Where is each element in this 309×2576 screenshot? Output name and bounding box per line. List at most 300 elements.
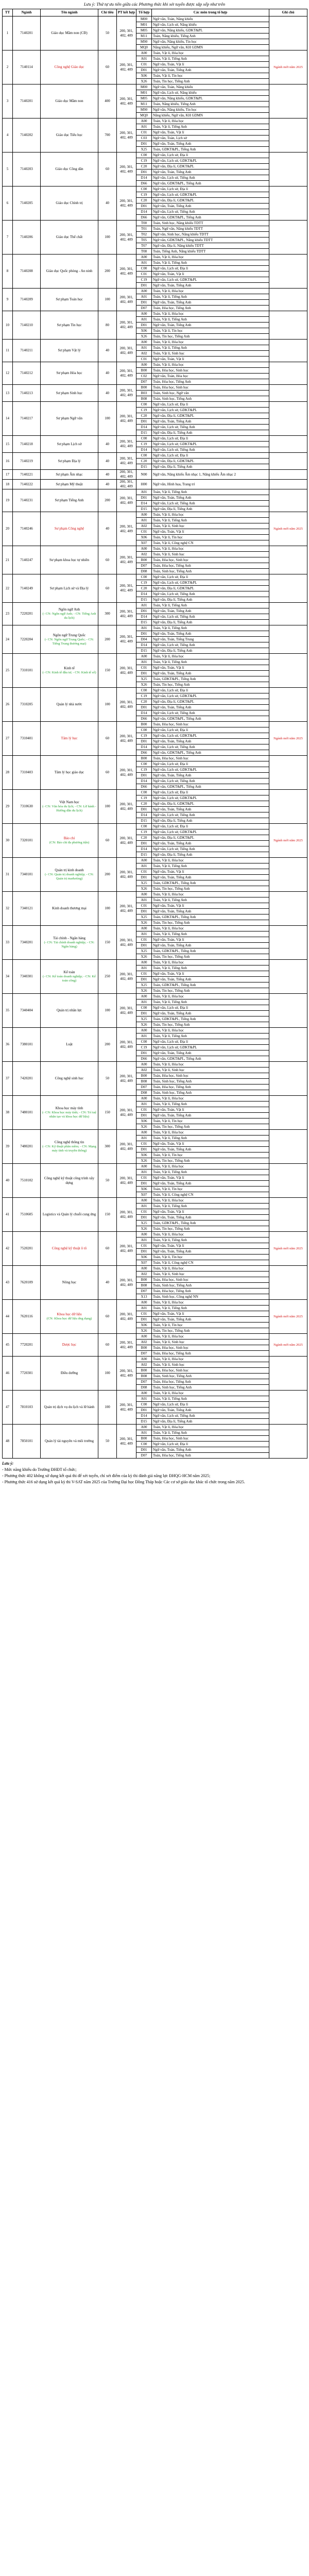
combo-code: D66 <box>136 1056 152 1062</box>
combo-code: D07 <box>136 1351 152 1357</box>
row-methods: 200, 301, 402, 409 <box>117 362 136 385</box>
combo-code: C00 <box>136 266 152 272</box>
row-methods: 200, 301, 402, 409 <box>117 1232 136 1266</box>
combo-subjects: Toán, Hóa học, Sinh học <box>152 1368 269 1374</box>
row-code: 7310205 <box>13 688 41 722</box>
row-tt: 9 <box>3 289 13 311</box>
combo-code: C19 <box>136 408 152 413</box>
combo-subjects: Toán, Vật lí, Hóa học <box>152 1096 269 1101</box>
combo-subjects: Toán, Hóa học, Sinh học <box>152 1436 269 1442</box>
combo-code: C01 <box>136 529 152 535</box>
combo-code: X25 <box>136 948 152 954</box>
row-name <box>41 960 98 994</box>
combo-subjects: Toán, Vật lí, Tin học <box>152 1187 269 1192</box>
combo-subjects: Toán, Vật lí, Tin học <box>152 1323 269 1328</box>
combo-subjects: Ngữ văn, Lịch sử, Địa lí <box>152 187 269 192</box>
row-methods: 200, 301, 402, 409 <box>117 289 136 311</box>
row-note <box>269 688 307 722</box>
combo-subjects: Toán, Vật lí, Hóa học <box>152 892 269 897</box>
combo-code: C20 <box>136 699 152 705</box>
combo-code: A02 <box>136 1272 152 1277</box>
major-name: Công nghệ sinh học <box>55 1076 84 1080</box>
table-row <box>3 1232 307 1238</box>
row-code: 7140212 <box>13 362 41 385</box>
row-tt: 43 <box>3 1266 13 1300</box>
row-quota: 40 <box>98 512 117 546</box>
combo-subjects: Ngữ văn, Toán, Tiếng Anh <box>152 1249 269 1255</box>
combo-code: A00 <box>136 1300 152 1306</box>
row-code: 7140206 <box>13 221 41 255</box>
major-name: Công nghệ thông tin <box>54 1140 84 1144</box>
major-name: Công nghệ kỹ thuật ô tô <box>52 1246 87 1250</box>
combo-subjects: Toán, Vật lí, Tiếng Anh <box>152 518 269 523</box>
combo-code: D15 <box>136 818 152 824</box>
row-quota: 50 <box>98 1164 117 1198</box>
major-name: Việt Nam học <box>59 800 79 804</box>
row-code: 7220204 <box>13 625 41 654</box>
row-code: 7420201 <box>13 1062 41 1096</box>
combo-subjects: Ngữ văn, Toán, Tiếng Anh <box>152 1215 269 1221</box>
combo-subjects: Ngữ văn, Lịch sử, Địa lí <box>152 436 269 442</box>
combo-subjects: Toán, Sinh học, Tiếng Anh <box>152 1385 269 1391</box>
row-code: 7720301 <box>13 1357 41 1391</box>
row-note <box>269 470 307 480</box>
row-methods: 200, 301, 402, 409 <box>117 824 136 858</box>
header-methods: PT kết hợp <box>117 9 136 16</box>
row-tt: 45 <box>3 1334 13 1357</box>
row-name <box>41 1266 98 1300</box>
combo-subjects: Toán, Vật lí, Tiếng Anh <box>152 1033 269 1039</box>
combo-code: C01 <box>136 130 152 135</box>
major-name: Công nghệ kỹ thuật công trình xây dựng <box>44 1176 95 1185</box>
major-name: Tài chính - Ngân hàng <box>53 936 85 940</box>
combo-code: B00 <box>136 1436 152 1442</box>
combo-subjects: Toán, Vật lí, Tiếng Anh <box>152 1306 269 1311</box>
row-name <box>41 790 98 824</box>
combo-code: A01 <box>136 659 152 665</box>
row-quota: 40 <box>98 187 117 221</box>
combo-code: A00 <box>136 994 152 999</box>
major-name: Ngôn ngữ Trung Quốc <box>53 633 86 637</box>
row-quota: 300 <box>98 1130 117 1164</box>
row-quota: 100 <box>98 1391 117 1425</box>
combo-code: D14 <box>136 447 152 453</box>
row-tt: 18 <box>3 480 13 489</box>
combo-code: X06 <box>136 1323 152 1328</box>
table-row <box>3 187 307 192</box>
row-name <box>41 385 98 402</box>
combo-code: C19 <box>136 795 152 801</box>
combo-code: C20 <box>136 413 152 419</box>
row-methods: 200, 301, 402, 409 <box>117 480 136 489</box>
combo-code: A01 <box>136 863 152 869</box>
row-name <box>41 311 98 340</box>
combo-code: C00 <box>136 152 152 158</box>
row-note <box>269 187 307 221</box>
combo-code: X25 <box>136 1016 152 1022</box>
combo-code: D66 <box>136 181 152 187</box>
combo-code: C00 <box>136 688 152 693</box>
combo-code: X26 <box>136 1226 152 1232</box>
combo-subjects: Ngữ văn, Toán, Tiếng Anh <box>152 283 269 289</box>
combo-subjects: Toán, GDKT&PL, Tiếng Anh <box>152 1221 269 1226</box>
combo-subjects: Ngữ văn, Địa lí, GDKT&PL <box>152 459 269 464</box>
combo-code: A00 <box>136 960 152 965</box>
combo-subjects: Toán, Vật lí, Tiếng Anh <box>152 1238 269 1243</box>
combo-subjects: Ngữ văn, Địa lí, Tiếng Anh <box>152 506 269 512</box>
combo-subjects: Toán, GDKT&PL, Tiếng Anh <box>152 914 269 920</box>
row-methods: 200, 301, 402, 409 <box>117 50 136 84</box>
combo-code: A00 <box>136 311 152 317</box>
combo-subjects: Ngữ văn, Toán, Tiếng Anh <box>152 841 269 846</box>
row-code: 7310101 <box>13 654 41 688</box>
combo-code: A00 <box>136 926 152 931</box>
major-name: Sư phạm Sinh học <box>56 391 83 395</box>
table-row <box>3 16 307 22</box>
combo-code: C00 <box>136 1402 152 1408</box>
combo-code: C01 <box>136 1141 152 1147</box>
combo-code: C00 <box>136 824 152 829</box>
combo-code: D66 <box>136 215 152 221</box>
row-tt: 11 <box>3 340 13 362</box>
combo-code: D15 <box>136 1419 152 1425</box>
combo-subjects: Toán, Vật lí, Tiếng Anh <box>152 124 269 130</box>
combo-code: B00 <box>136 1073 152 1079</box>
combo-code: C01 <box>136 62 152 67</box>
combo-code: D07 <box>136 563 152 569</box>
major-name: Giáo dục Tiểu học <box>56 133 83 137</box>
combo-code: D01 <box>136 1447 152 1453</box>
combo-code: C19 <box>136 192 152 198</box>
combo-subjects: Toán, Sinh học, Tiếng Anh <box>152 1283 269 1289</box>
table-row <box>3 436 307 442</box>
combo-subjects: Ngữ văn, Toán, Vật lí <box>152 62 269 67</box>
row-name <box>41 688 98 722</box>
row-code: 7140247 <box>13 546 41 574</box>
row-name <box>41 187 98 221</box>
combo-code: A00 <box>136 1266 152 1272</box>
combo-subjects: Toán, Vật lí, Hóa học <box>152 1028 269 1033</box>
row-methods: 200, 301, 402, 409 <box>117 654 136 688</box>
combo-code: D01 <box>136 841 152 846</box>
row-name <box>41 1334 98 1357</box>
combo-code: C01 <box>136 665 152 671</box>
combo-subjects: Ngữ văn, Toán, Tiếng Anh <box>152 141 269 147</box>
row-tt: 33 <box>3 926 13 960</box>
combo-code: X06 <box>136 1153 152 1158</box>
combo-subjects: Toán, Hóa học, Sinh học <box>152 756 269 761</box>
combo-code: A00 <box>136 118 152 124</box>
row-tt: 16 <box>3 453 13 470</box>
combo-subjects: Toán, Hóa học, Sinh học <box>152 722 269 727</box>
combo-subjects: Ngữ văn, Toán, Tiếng Anh <box>152 631 269 637</box>
combo-code: A00 <box>136 892 152 897</box>
combo-code: D15 <box>136 852 152 858</box>
row-name <box>41 603 98 625</box>
row-note <box>269 1357 307 1391</box>
row-name <box>41 892 98 926</box>
combo-subjects: Toán, Hóa học, Tiếng Anh <box>152 1289 269 1294</box>
combo-subjects: Ngữ văn, Năng khiếu, Tin học <box>152 107 269 113</box>
row-code: 7510605 <box>13 1198 41 1232</box>
combo-subjects: Ngữ văn, Toán, Tiếng Anh <box>152 1050 269 1056</box>
table-row <box>3 858 307 863</box>
combo-code: A01 <box>136 489 152 495</box>
row-name <box>41 654 98 688</box>
combo-subjects: Toán, Sinh học, Tiếng Anh <box>152 396 269 402</box>
combo-subjects: Toán, Sinh học, Tiếng Anh <box>152 1374 269 1379</box>
row-code: 7140217 <box>13 402 41 436</box>
combo-code: D01 <box>136 631 152 637</box>
combo-subjects: Toán, Vật lí, Sinh học <box>152 351 269 357</box>
row-methods: 200, 301, 402, 409 <box>117 340 136 362</box>
combo-subjects: Ngữ văn, Toán, Vật lí <box>152 937 269 943</box>
combo-subjects: Ngữ văn, Lịch sử, GDKT&PL <box>152 829 269 835</box>
combo-subjects: Ngữ văn, Lịch sử, Tiếng Anh <box>152 614 269 620</box>
combo-subjects: Ngữ văn, Toán, Tiếng Anh <box>152 739 269 744</box>
combo-code: T07 <box>136 243 152 249</box>
combo-subjects: Ngữ văn, Toán, Tiếng Anh <box>152 204 269 209</box>
combo-subjects: Ngữ văn, Toán, Vật lí <box>152 1107 269 1113</box>
row-name <box>41 625 98 654</box>
combo-subjects: Ngữ văn, Lịch sử, Địa lí <box>152 1442 269 1447</box>
combo-code: B00 <box>136 722 152 727</box>
major-name: Giáo dục Thể chất <box>56 235 83 239</box>
row-methods: 200, 301, 402, 409 <box>117 1130 136 1164</box>
row-methods: 200, 301, 402, 409 <box>117 187 136 221</box>
combo-code: D01 <box>136 141 152 147</box>
row-note: Ngành mới năm 2025 <box>269 1232 307 1266</box>
combo-subjects: Toán, Vật lí, Tiếng Anh <box>152 489 269 495</box>
combo-subjects: Toán, Tin học, Tiếng Anh <box>152 954 269 960</box>
combo-subjects: Ngữ văn, Lịch sử, GDKT&PL <box>152 1045 269 1050</box>
table-row <box>3 1096 307 1101</box>
row-quota: 250 <box>98 960 117 994</box>
combo-subjects: Ngữ văn, Lịch sử, Tiếng Anh <box>152 175 269 181</box>
combo-subjects: Ngữ văn, Hình họa, Trang trí <box>152 480 269 489</box>
row-tt: 19 <box>3 489 13 512</box>
row-code: 7310630 <box>13 790 41 824</box>
combo-subjects: Toán, Sinh học, Công nghệ NN <box>152 1294 269 1300</box>
major-name: Điều dưỡng <box>60 1371 78 1375</box>
combo-subjects: Toán, Vật lí, Tiếng Anh <box>152 1170 269 1175</box>
row-code: 7140246 <box>13 512 41 546</box>
major-name: Quản lý nhà nước <box>56 702 82 706</box>
combo-code: M01 <box>136 90 152 96</box>
major-name: Giáo dục Chính trị <box>56 201 83 205</box>
combo-code: H00 <box>136 480 152 489</box>
combo-code: D01 <box>136 807 152 812</box>
combo-code: C00 <box>136 187 152 192</box>
combo-subjects: Toán, Vật lí, Tin học <box>152 1118 269 1124</box>
row-note <box>269 402 307 436</box>
row-tt: 13 <box>3 385 13 402</box>
row-name <box>41 1300 98 1334</box>
combo-subjects: Toán, Vật lí, Tiếng Anh <box>152 897 269 903</box>
major-specialization: (- CN: Kỹ thuật phần mềm; - CN: Mạng máy tính và truyền thông) <box>42 1145 96 1153</box>
row-code: 7340201 <box>13 926 41 960</box>
table-row <box>3 574 307 580</box>
combo-code: B08 <box>136 1079 152 1084</box>
combo-code: M90 <box>136 107 152 113</box>
combo-code: D66 <box>136 784 152 790</box>
row-code: 7380101 <box>13 1028 41 1062</box>
combo-code: D15 <box>136 597 152 603</box>
combo-code: A01 <box>136 260 152 266</box>
row-quota: 100 <box>98 402 117 436</box>
combo-subjects: Toán, Hóa học, Tiếng Anh <box>152 306 269 311</box>
combo-code: C20 <box>136 835 152 841</box>
combo-subjects: Ngữ văn, Lịch sử, GDKT&PL <box>152 192 269 198</box>
row-name <box>41 402 98 436</box>
combo-code: C00 <box>136 761 152 767</box>
table-row <box>3 453 307 459</box>
row-methods: 200, 301, 402, 409 <box>117 994 136 1028</box>
row-name <box>41 489 98 512</box>
combo-code: A00 <box>136 654 152 659</box>
combo-code: X25 <box>136 676 152 682</box>
combo-subjects: Ngữ văn, Toán, Tiếng Anh <box>152 300 269 306</box>
row-tt: 34 <box>3 960 13 994</box>
combo-subjects: Toán, Vật lí, Hóa học <box>152 1425 269 1430</box>
combo-code: X26 <box>136 886 152 892</box>
combo-subjects: Toán, Vật lí, Tiếng Anh <box>152 1204 269 1209</box>
combo-subjects: Ngữ văn, Lịch sử, Tiếng Anh <box>152 1413 269 1419</box>
table-row <box>3 1164 307 1170</box>
combo-subjects: Ngữ văn, Toán, Tiếng Anh <box>152 323 269 328</box>
combo-code: D07 <box>136 306 152 311</box>
row-name <box>41 340 98 362</box>
combo-code: D01 <box>136 1181 152 1187</box>
combo-subjects: Toán, Vật lí, Hóa học <box>152 1266 269 1272</box>
row-tt: 5 <box>3 152 13 187</box>
combo-code: C00 <box>136 1442 152 1447</box>
major-name: Sư phạm Âm nhạc <box>56 472 83 477</box>
combo-code: D01 <box>136 705 152 710</box>
combo-subjects: Toán, Hóa học, Sinh học <box>152 368 269 374</box>
row-methods: 200, 301, 402, 409 <box>117 1062 136 1096</box>
combo-code: X06 <box>136 1187 152 1192</box>
combo-code: A00 <box>136 50 152 56</box>
row-note <box>269 1062 307 1096</box>
combo-code: D08 <box>136 569 152 574</box>
row-tt: 4 <box>3 118 13 152</box>
major-name: Báo chí <box>63 836 75 840</box>
combo-code: A02 <box>136 351 152 357</box>
combo-code: D01 <box>136 1317 152 1323</box>
row-tt: 38 <box>3 1096 13 1130</box>
combo-code: A01 <box>136 518 152 523</box>
combo-subjects: Ngữ văn, Toán, Tiếng Anh <box>152 1447 269 1453</box>
row-code: 7140218 <box>13 436 41 453</box>
combo-subjects: Ngữ văn, Toán, Năng khiếu <box>152 84 269 90</box>
table-row <box>3 546 307 552</box>
row-name <box>41 1062 98 1096</box>
row-note: Ngành mới năm 2025 <box>269 722 307 756</box>
combo-subjects: Toán, Sinh học, Tiếng Anh <box>152 1079 269 1084</box>
row-tt: 7 <box>3 221 13 255</box>
combo-code: C03 <box>136 135 152 141</box>
combo-subjects: Ngữ văn, Toán, Vật lí <box>152 1209 269 1215</box>
row-note <box>269 289 307 311</box>
combo-subjects: Toán, Vật lí, Công nghệ CN <box>152 1260 269 1266</box>
combo-subjects: Ngữ văn, Lịch sử, GDKT&PL <box>152 767 269 773</box>
combo-subjects: Toán, Hóa học, Sinh học <box>152 557 269 563</box>
table-row <box>3 926 307 931</box>
combo-subjects: Toán, Tin học, Tiếng Anh <box>152 1124 269 1130</box>
combo-subjects: Ngữ văn, Địa lí, Tiếng Anh <box>152 597 269 603</box>
row-methods: 200, 301, 402, 409 <box>117 1334 136 1357</box>
row-methods: 200, 301, 402, 409 <box>117 603 136 625</box>
row-quota: 150 <box>98 1198 117 1232</box>
row-code: 7510102 <box>13 1164 41 1198</box>
major-name: Giáo dục Công dân <box>55 167 83 171</box>
combo-code: A01 <box>136 1306 152 1311</box>
combo-subjects: Ngữ văn, Toán, Vật lí <box>152 665 269 671</box>
combo-subjects: Toán, Vật lí, Hóa học <box>152 255 269 260</box>
row-code: 7140210 <box>13 311 41 340</box>
row-note <box>269 118 307 152</box>
combo-subjects: Toán, Vật lí, Hóa học <box>152 1198 269 1204</box>
row-name <box>41 1357 98 1391</box>
table-row <box>3 688 307 693</box>
row-note <box>269 436 307 453</box>
combo-code: A01 <box>136 1430 152 1436</box>
combo-subjects: Ngữ văn, Lịch sử, GDKT&PL <box>152 408 269 413</box>
row-tt: 22 <box>3 574 13 603</box>
combo-code: D66 <box>136 716 152 722</box>
combo-subjects: Ngữ văn, Lịch sử, Tiếng Anh <box>152 710 269 716</box>
row-name <box>41 480 98 489</box>
row-tt: 26 <box>3 688 13 722</box>
row-code: 7140205 <box>13 187 41 221</box>
combo-code: D01 <box>136 1408 152 1413</box>
combo-code: C20 <box>136 801 152 807</box>
major-name: Khoa học dữ liệu <box>57 1312 82 1316</box>
row-note: Ngành mới năm 2025 <box>269 1334 307 1357</box>
row-quota: 40 <box>98 436 117 453</box>
row-methods: 200, 301, 402, 409 <box>117 722 136 756</box>
row-note <box>269 1391 307 1425</box>
row-note <box>269 453 307 470</box>
combo-subjects: Ngữ văn, Lịch sử, Địa lí <box>152 824 269 829</box>
combo-code: C19 <box>136 580 152 586</box>
combo-code: C19 <box>136 767 152 773</box>
combo-code: X25 <box>136 982 152 988</box>
combo-code: D14 <box>136 591 152 597</box>
row-note <box>269 574 307 603</box>
row-methods: 200, 301, 402, 409 <box>117 436 136 453</box>
combo-subjects: Ngữ văn, Lịch sử, Địa lí <box>152 761 269 767</box>
combo-subjects: Ngữ văn, Lịch sử, Địa lí <box>152 688 269 693</box>
combo-subjects: Toán, Hóa học, Sinh học <box>152 1073 269 1079</box>
row-methods: 200, 301, 402, 409 <box>117 1357 136 1391</box>
major-specialization: (CN: Khoa học dữ liệu ứng dụng) <box>46 1317 92 1320</box>
combo-code: D07 <box>136 1289 152 1294</box>
row-name <box>41 1391 98 1425</box>
major-name: Sư phạm Tin học <box>57 323 82 327</box>
combo-code: C20 <box>136 459 152 464</box>
row-name <box>41 574 98 603</box>
combo-code: C19 <box>136 442 152 447</box>
major-name: Ngôn ngữ Anh <box>58 607 80 612</box>
combo-code: MQ0 <box>136 113 152 118</box>
row-quota: 60 <box>98 722 117 756</box>
major-specialization: (- CN: Văn hóa du lịch; - CN: Lữ hành - Hướng dẫn du lịch) <box>42 805 96 812</box>
combo-subjects: Ngữ văn, Lịch sử, Tiếng Anh <box>152 778 269 784</box>
combo-code: B00 <box>136 385 152 391</box>
combo-subjects: Ngữ văn, Năng khiếu, GDKT&PL <box>152 28 269 33</box>
